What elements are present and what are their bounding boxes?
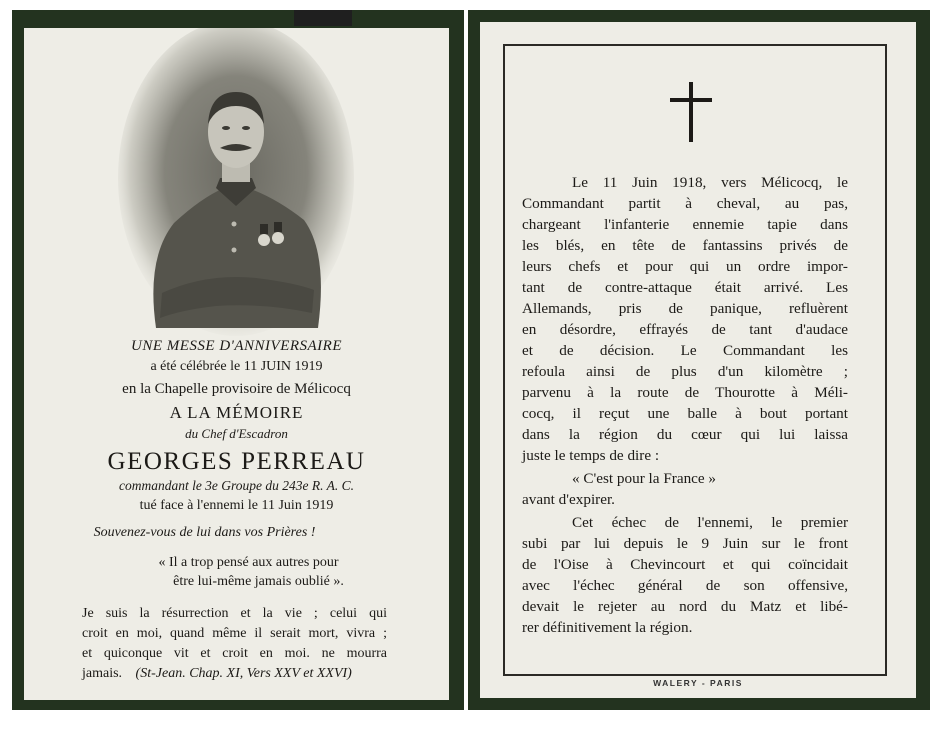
narrative-line: dans la région du cœur qui lui laissa bbox=[522, 426, 848, 443]
portrait-photo bbox=[116, 28, 356, 348]
narrative-line: Le 11 Juin 1918, vers Mélicocq, le bbox=[572, 174, 848, 191]
deceased-name: GEORGES PERREAU bbox=[107, 448, 366, 475]
mass-heading: UNE MESSE D'ANNIVERSAIRE bbox=[131, 338, 342, 354]
narrative-line: Cet échec de l'ennemi, le premier bbox=[572, 514, 848, 531]
narrative-line: de l'Oise à Chevincourt et qui coïncidait bbox=[522, 556, 848, 573]
scripture-reference: (St-Jean. Chap. XI, Vers XXV et XXVI) bbox=[135, 666, 352, 681]
left-memorial-card bbox=[24, 28, 449, 700]
death-line: tué face à l'ennemi le 11 Juin 1919 bbox=[139, 498, 334, 513]
narrative-line: rer définitivement la région. bbox=[522, 619, 693, 636]
scripture-line-1: Je suis la résurrection et la vie ; celui qui bbox=[82, 606, 387, 621]
celebration-date: a été célébrée le 11 JUIN 1919 bbox=[150, 359, 323, 374]
narrative-line: Commandant partit à cheval, au pas, bbox=[522, 195, 848, 212]
last-words: « C'est pour la France » bbox=[572, 470, 717, 487]
scripture-line-4 bbox=[82, 664, 387, 684]
narrative-line: juste le temps de dire : bbox=[522, 447, 660, 464]
scripture-line-3: et quiconque vit et croit en moi. ne mourra bbox=[82, 646, 387, 661]
quote-line-2: être lui-même jamais oublié ». bbox=[173, 574, 344, 589]
command-line: commandant le 3e Groupe du 243e R. A. C. bbox=[118, 478, 355, 493]
narrative-line: subi par lui depuis le 9 Juin sur le front bbox=[522, 535, 848, 552]
scripture-line-2: croit en moi, quand même il serait mort, vivra ; bbox=[82, 626, 387, 641]
narrative-line: avec l'échec général de son offensive, bbox=[522, 577, 848, 594]
narrative-line: les blés, en tête de fantassins privés de bbox=[522, 237, 848, 254]
prayer-line: Souvenez-vous de lui dans vos Prières ! bbox=[93, 525, 316, 540]
quote-line-1: « Il a trop pensé aux autres pour bbox=[158, 555, 339, 570]
narrative-line: cocq, il reçut une balle à bout portant bbox=[522, 405, 848, 422]
narrative-line: et de décision. Le Commandant les bbox=[522, 342, 848, 359]
narrative-line: devait le rejeter au nord du Matz et libé- bbox=[522, 598, 848, 615]
narrative-line: Allemands, pris de panique, refluèrent bbox=[522, 300, 848, 317]
narrative-line: tant de contre-attaque était arrivé. Les bbox=[522, 279, 848, 296]
rank-line: du Chef d'Escadron bbox=[185, 426, 288, 441]
narrative-line: parvenu à la route de Thourotte à Méli- bbox=[522, 384, 848, 401]
right-memorial-card bbox=[480, 22, 916, 698]
narrative-line: avant d'expirer. bbox=[522, 491, 615, 508]
photographer-imprint: WALERY - PARIS bbox=[653, 678, 743, 688]
narrative-line: chargeant l'infanterie ennemie tapie dans bbox=[522, 216, 848, 233]
cross-icon bbox=[670, 82, 712, 142]
narrative-line: leurs chefs et pour qui un ordre impor- bbox=[522, 258, 848, 275]
frame-strip bbox=[294, 10, 352, 26]
narrative-line: en désordre, effrayés de tant d'audace bbox=[522, 321, 848, 338]
scripture-block bbox=[82, 604, 387, 684]
narrative-line: refoula ainsi de plus d'un kilomètre ; bbox=[522, 363, 848, 380]
scripture-last-word: jamais. bbox=[82, 666, 123, 681]
memory-heading: A LA MÉMOIRE bbox=[169, 403, 304, 422]
chapel-location: en la Chapelle provisoire de Mélicocq bbox=[122, 381, 351, 397]
